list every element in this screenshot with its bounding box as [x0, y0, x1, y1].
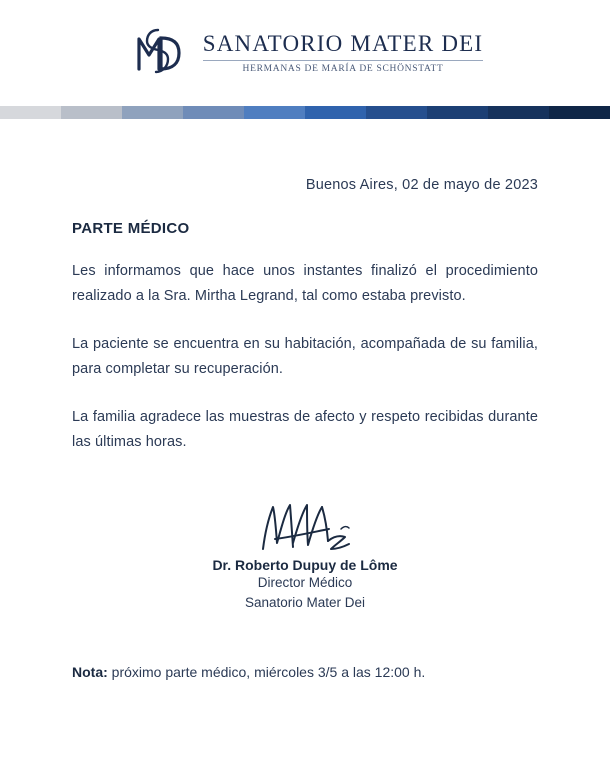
brand-color-bar: [0, 106, 610, 119]
color-bar-segment: [366, 106, 427, 119]
signature-block: [72, 499, 538, 612]
color-bar-segment: [122, 106, 183, 119]
handwritten-signature-icon: [72, 499, 538, 555]
footer-note-label: Nota:: [72, 664, 108, 681]
color-bar-segment: [61, 106, 122, 119]
document-header: [0, 0, 610, 84]
signature-role: Director Médico: [257, 575, 353, 591]
page-bottom-margin: [0, 755, 610, 781]
color-bar-segment: [183, 106, 244, 119]
signature-name: Dr. Roberto Dupuy de Lôme: [212, 557, 398, 574]
color-bar-segment: [0, 106, 61, 119]
signature-organization: Sanatorio Mater Dei: [244, 594, 366, 610]
brand-subtitle: HERMANAS DE MARÍA DE SCHÖNSTATT: [203, 60, 484, 74]
color-bar-segment: [305, 106, 366, 119]
paragraph-1: Les informamos que hace unos instantes finalizó el procedimiento realizado a la Sra. Mirtha Legrand, tal como estaba previsto.: [72, 263, 538, 305]
brand-name: SANATORIO MATER DEI: [202, 30, 484, 56]
footer-note: [72, 664, 538, 680]
color-bar-segment: [244, 106, 305, 119]
brand-logo: [127, 22, 484, 84]
page-title: PARTE MÉDICO: [72, 220, 190, 237]
brand-text: [203, 32, 484, 74]
color-bar-segment: [427, 106, 488, 119]
color-bar-segment: [549, 106, 610, 119]
color-bar-segment: [488, 106, 549, 119]
mater-dei-monogram-icon: [127, 22, 189, 84]
date-line: Buenos Aires, 02 de mayo de 2023: [305, 177, 538, 193]
document-body: [0, 177, 610, 680]
footer-note-text: próximo parte médico, miércoles 3/5 a las 12:00 h.: [107, 664, 426, 681]
paragraph-2: La paciente se encuentra en su habitación, acompañada de su familia, para completar su recuperación.: [72, 335, 538, 378]
paragraph-3: La familia agradece las muestras de afecto y respeto recibidas durante las últimas horas.: [72, 408, 538, 450]
